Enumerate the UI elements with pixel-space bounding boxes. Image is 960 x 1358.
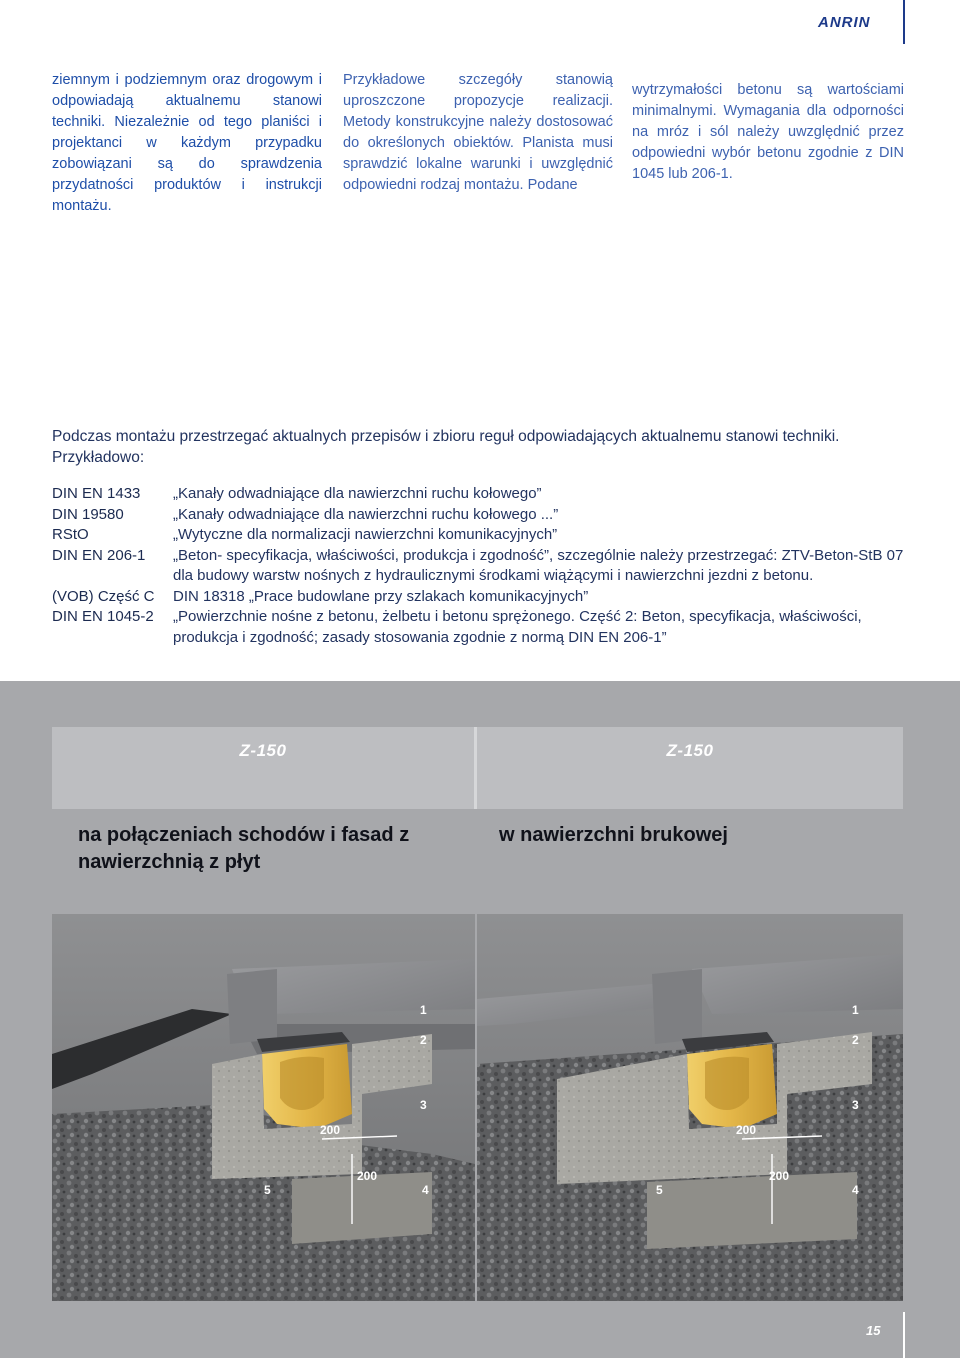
product-tag: Z-150 [239,741,287,760]
norm-code: DIN EN 1433 [52,485,141,502]
footer-divider [903,1312,905,1358]
intro-column-2: Przykładowe szczegóły stanowią uproszczone propozycje realizacji. Metody konstrukcyjne należy dostosować do określonych obiektów. Planista musi sprawdzić lokalne warunki i uwzględnić odpowiedni rodzaj montażu. Podane [343,72,613,193]
callout-label: 1 [420,1003,427,1017]
norm-description: „Powierzchnie nośne z betonu, żelbetu i betonu sprężonego. Część 2: Beton, specyfikacja, właściwości, produkcja i zgodność; zasady stosowania zgodnie z normą DIN EN 206-1” [173,608,862,646]
panel-header-right [477,727,903,809]
diagram-left [52,914,475,1301]
intro-column-3: wytrzymałości betonu są wartościami minimalnymi. Wymagania dla odporności na mróz i sól należy uwzględnić przez odpowiedni wybór betonu zgodnie z DIN 1045 lub 206-1. [632,82,904,182]
brand-logo: ANRIN [818,14,871,31]
intro-column-1: ziemnym i podziemnym oraz drogowym i odpowiadają aktualnemu stanowi techniki. Niezależnie od tego planiści i projektanci w każdym przypadku zobowiązani są do sprawdzenia przydatności produktów i instrukcji montażu. [52,72,322,214]
installation-title-left: na połączeniach schodów i fasad z nawierzchnią z płyt [78,824,410,873]
norm-row [52,607,922,648]
norm-row [52,587,922,608]
header-divider [903,0,905,44]
norm-row [52,484,922,505]
norm-description: „Kanały odwadniające dla nawierzchni ruchu kołowego ...” [173,505,559,523]
dimension-label: 200 [357,1169,378,1183]
dimension-label: 200 [736,1123,757,1137]
norm-row [52,546,922,587]
page-number: 15 [866,1323,881,1338]
channel-grate-frame [227,969,277,1044]
norm-code: DIN 19580 [52,505,124,523]
callout-label: 5 [656,1183,663,1197]
norm-code: DIN EN 1045-2 [52,608,154,625]
norm-row [52,505,922,526]
callout-label: 4 [852,1183,859,1197]
norm-description: „Wytyczne dla normalizacji nawierzchni komunikacyjnych” [173,526,558,543]
channel-profile [280,1057,324,1110]
channel-profile [705,1057,749,1110]
callout-label: 3 [852,1098,859,1112]
norm-description: „Kanały odwadniające dla nawierzchni ruchu kołowego” [173,485,542,502]
regulations-notice: Podczas montażu przestrzegać aktualnych przepisów i zbioru reguł odpowiadających aktualnemu stanowi techniki. Przykładowo: [52,428,840,466]
callout-label: 3 [420,1098,427,1112]
installation-illustration [52,914,903,1301]
concrete-foundation [647,1172,857,1249]
channel-grate-frame [652,969,702,1044]
callout-label: 2 [420,1033,427,1047]
callout-label: 2 [852,1033,859,1047]
panel-header-left [52,727,474,809]
norm-code: DIN EN 206-1 [52,546,146,564]
norm-code: (VOB) Część C [52,587,155,605]
dimension-label: 200 [769,1169,790,1183]
installation-title-right: w nawierzchni brukowej [499,824,728,846]
callout-label: 5 [264,1183,271,1197]
norm-code: RStO [52,526,89,543]
norm-description: DIN 18318 „Prace budowlane przy szlakach komunikacyjnych” [173,587,589,605]
dimension-label: 200 [320,1123,341,1137]
norm-row [52,525,922,546]
norm-description: „Beton- specyfikacja, właściwości, produkcja i zgodność”, szczególnie należy przestrzegać: ZTV-Beton-StB 07 dla budowy warstw nośnych z hydraulicznymi środkami wiążącymi i nawierzchni jezdni z betonu. [173,546,904,584]
product-tag: Z-150 [666,741,714,760]
callout-label: 1 [852,1003,859,1017]
diagram-right [477,914,903,1301]
callout-label: 4 [422,1183,429,1197]
norms-list [52,484,922,648]
